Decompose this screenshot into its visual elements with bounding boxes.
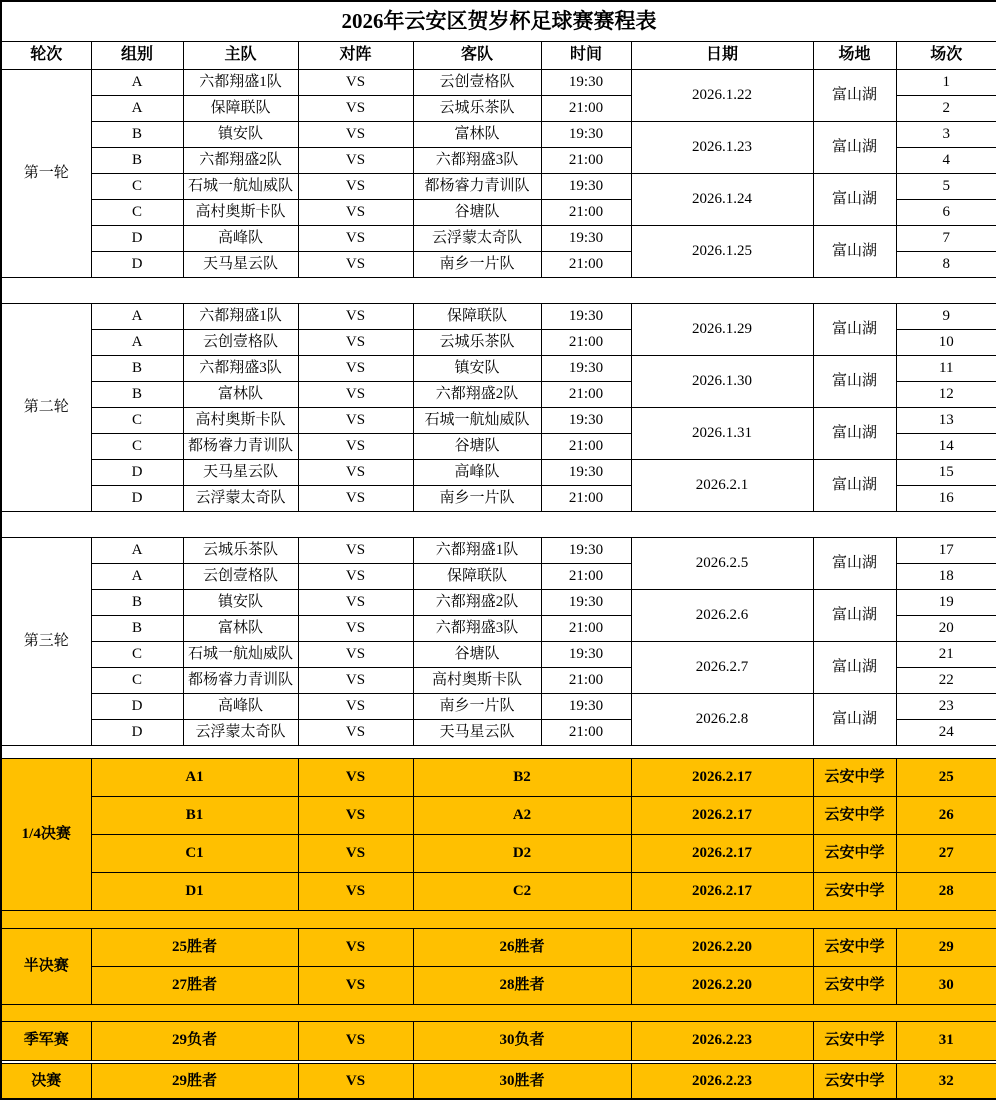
away-team-cell: 石城一航灿威队 (413, 407, 541, 433)
home-team-cell: 云浮蒙太奇队 (183, 485, 298, 511)
away-team-cell: 南乡一片队 (413, 251, 541, 277)
away-team-cell: 六都翔盛3队 (413, 147, 541, 173)
venue-cell: 富山湖 (813, 121, 896, 173)
match-no-cell: 8 (896, 251, 996, 277)
venue-cell: 富山湖 (813, 589, 896, 641)
vs-cell: VS (298, 1063, 413, 1099)
vs-cell: VS (298, 69, 413, 95)
col-header-time: 时间 (541, 41, 631, 69)
home-team-cell: 镇安队 (183, 121, 298, 147)
vs-cell: VS (298, 381, 413, 407)
vs-cell: VS (298, 433, 413, 459)
home-team-cell: C1 (91, 834, 298, 872)
venue-cell: 云安中学 (813, 758, 896, 796)
away-team-cell: 都杨睿力青训队 (413, 173, 541, 199)
away-team-cell: A2 (413, 796, 631, 834)
round-label: 第三轮 (1, 537, 91, 745)
away-team-cell: 天马星云队 (413, 719, 541, 745)
venue-cell: 富山湖 (813, 355, 896, 407)
date-cell: 2026.2.17 (631, 796, 813, 834)
match-no-cell: 25 (896, 758, 996, 796)
group-cell: D (91, 459, 183, 485)
vs-cell: VS (298, 966, 413, 1004)
time-cell: 21:00 (541, 329, 631, 355)
vs-cell: VS (298, 355, 413, 381)
section-spacer (1, 910, 996, 928)
date-cell: 2026.2.1 (631, 459, 813, 511)
venue-cell: 富山湖 (813, 459, 896, 511)
date-cell: 2026.2.8 (631, 693, 813, 745)
group-cell: C (91, 199, 183, 225)
away-team-cell: 六都翔盛2队 (413, 589, 541, 615)
match-no-cell: 27 (896, 834, 996, 872)
vs-cell: VS (298, 641, 413, 667)
venue-cell: 云安中学 (813, 796, 896, 834)
date-cell: 2026.1.25 (631, 225, 813, 277)
venue-cell: 云安中学 (813, 872, 896, 910)
away-team-cell: 28胜者 (413, 966, 631, 1004)
venue-cell: 富山湖 (813, 693, 896, 745)
match-no-cell: 18 (896, 563, 996, 589)
match-no-cell: 13 (896, 407, 996, 433)
away-team-cell: 南乡一片队 (413, 485, 541, 511)
match-no-cell: 14 (896, 433, 996, 459)
date-cell: 2026.1.29 (631, 303, 813, 355)
vs-cell: VS (298, 834, 413, 872)
group-cell: D (91, 251, 183, 277)
vs-cell: VS (298, 251, 413, 277)
home-team-cell: 都杨睿力青训队 (183, 433, 298, 459)
away-team-cell: 谷塘队 (413, 199, 541, 225)
date-cell: 2026.2.17 (631, 834, 813, 872)
date-cell: 2026.2.17 (631, 758, 813, 796)
time-cell: 19:30 (541, 173, 631, 199)
match-no-cell: 12 (896, 381, 996, 407)
match-no-cell: 16 (896, 485, 996, 511)
vs-cell: VS (298, 872, 413, 910)
vs-cell: VS (298, 95, 413, 121)
date-cell: 2026.1.23 (631, 121, 813, 173)
home-team-cell: 27胜者 (91, 966, 298, 1004)
match-no-cell: 3 (896, 121, 996, 147)
home-team-cell: A1 (91, 758, 298, 796)
date-cell: 2026.1.22 (631, 69, 813, 121)
away-team-cell: 云浮蒙太奇队 (413, 225, 541, 251)
away-team-cell: 30负者 (413, 1021, 631, 1060)
home-team-cell: 29胜者 (91, 1063, 298, 1099)
venue-cell: 云安中学 (813, 1063, 896, 1099)
group-cell: A (91, 69, 183, 95)
round-label: 决赛 (1, 1063, 91, 1099)
match-no-cell: 10 (896, 329, 996, 355)
away-team-cell: B2 (413, 758, 631, 796)
time-cell: 19:30 (541, 641, 631, 667)
round-label: 第一轮 (1, 69, 91, 277)
col-header-no: 场次 (896, 41, 996, 69)
group-cell: B (91, 121, 183, 147)
home-team-cell: 25胜者 (91, 928, 298, 966)
away-team-cell: 云城乐茶队 (413, 95, 541, 121)
away-team-cell: 保障联队 (413, 563, 541, 589)
vs-cell: VS (298, 537, 413, 563)
vs-cell: VS (298, 199, 413, 225)
group-cell: B (91, 355, 183, 381)
match-no-cell: 20 (896, 615, 996, 641)
away-team-cell: 富林队 (413, 121, 541, 147)
time-cell: 19:30 (541, 69, 631, 95)
vs-cell: VS (298, 225, 413, 251)
vs-cell: VS (298, 928, 413, 966)
time-cell: 19:30 (541, 589, 631, 615)
venue-cell: 富山湖 (813, 407, 896, 459)
match-no-cell: 23 (896, 693, 996, 719)
match-no-cell: 24 (896, 719, 996, 745)
away-team-cell: 高峰队 (413, 459, 541, 485)
group-cell: A (91, 95, 183, 121)
time-cell: 21:00 (541, 381, 631, 407)
match-no-cell: 5 (896, 173, 996, 199)
time-cell: 21:00 (541, 667, 631, 693)
match-no-cell: 19 (896, 589, 996, 615)
date-cell: 2026.2.20 (631, 928, 813, 966)
col-header-venue: 场地 (813, 41, 896, 69)
away-team-cell: 六都翔盛1队 (413, 537, 541, 563)
match-no-cell: 2 (896, 95, 996, 121)
time-cell: 21:00 (541, 433, 631, 459)
round-label: 1/4决赛 (1, 758, 91, 910)
away-team-cell: 高村奥斯卡队 (413, 667, 541, 693)
section-spacer (1, 1004, 996, 1021)
col-header-away: 客队 (413, 41, 541, 69)
time-cell: 21:00 (541, 95, 631, 121)
match-no-cell: 32 (896, 1063, 996, 1099)
col-header-group: 组别 (91, 41, 183, 69)
page-title: 2026年云安区贺岁杯足球赛赛程表 (1, 1, 996, 41)
group-cell: B (91, 615, 183, 641)
home-team-cell: 富林队 (183, 381, 298, 407)
section-gap (1, 277, 996, 303)
match-no-cell: 11 (896, 355, 996, 381)
time-cell: 21:00 (541, 251, 631, 277)
home-team-cell: 云城乐茶队 (183, 537, 298, 563)
group-cell: C (91, 433, 183, 459)
home-team-cell: 石城一航灿威队 (183, 641, 298, 667)
vs-cell: VS (298, 667, 413, 693)
vs-cell: VS (298, 693, 413, 719)
venue-cell: 富山湖 (813, 537, 896, 589)
away-team-cell: 六都翔盛2队 (413, 381, 541, 407)
venue-cell: 富山湖 (813, 225, 896, 277)
section-gap (1, 511, 996, 537)
venue-cell: 云安中学 (813, 966, 896, 1004)
date-cell: 2026.2.5 (631, 537, 813, 589)
date-cell: 2026.2.7 (631, 641, 813, 693)
time-cell: 19:30 (541, 693, 631, 719)
home-team-cell: 六都翔盛3队 (183, 355, 298, 381)
away-team-cell: 26胜者 (413, 928, 631, 966)
round-label: 第二轮 (1, 303, 91, 511)
away-team-cell: 镇安队 (413, 355, 541, 381)
time-cell: 21:00 (541, 485, 631, 511)
match-no-cell: 28 (896, 872, 996, 910)
home-team-cell: 云创壹格队 (183, 563, 298, 589)
vs-cell: VS (298, 303, 413, 329)
vs-cell: VS (298, 796, 413, 834)
home-team-cell: 都杨睿力青训队 (183, 667, 298, 693)
home-team-cell: 云浮蒙太奇队 (183, 719, 298, 745)
vs-cell: VS (298, 121, 413, 147)
vs-cell: VS (298, 615, 413, 641)
match-no-cell: 1 (896, 69, 996, 95)
away-team-cell: D2 (413, 834, 631, 872)
group-cell: D (91, 225, 183, 251)
match-no-cell: 26 (896, 796, 996, 834)
home-team-cell: 高峰队 (183, 225, 298, 251)
match-no-cell: 22 (896, 667, 996, 693)
vs-cell: VS (298, 719, 413, 745)
group-cell: B (91, 381, 183, 407)
vs-cell: VS (298, 563, 413, 589)
away-team-cell: 云城乐茶队 (413, 329, 541, 355)
away-team-cell: 南乡一片队 (413, 693, 541, 719)
time-cell: 21:00 (541, 719, 631, 745)
venue-cell: 富山湖 (813, 173, 896, 225)
group-cell: A (91, 303, 183, 329)
venue-cell: 云安中学 (813, 834, 896, 872)
group-cell: A (91, 329, 183, 355)
date-cell: 2026.2.23 (631, 1063, 813, 1099)
vs-cell: VS (298, 485, 413, 511)
match-no-cell: 6 (896, 199, 996, 225)
time-cell: 21:00 (541, 147, 631, 173)
home-team-cell: 高峰队 (183, 693, 298, 719)
away-team-cell: 云创壹格队 (413, 69, 541, 95)
vs-cell: VS (298, 459, 413, 485)
home-team-cell: D1 (91, 872, 298, 910)
home-team-cell: B1 (91, 796, 298, 834)
date-cell: 2026.2.17 (631, 872, 813, 910)
group-cell: D (91, 719, 183, 745)
round-label: 半决赛 (1, 928, 91, 1004)
vs-cell: VS (298, 173, 413, 199)
home-team-cell: 六都翔盛2队 (183, 147, 298, 173)
group-cell: C (91, 641, 183, 667)
time-cell: 19:30 (541, 303, 631, 329)
home-team-cell: 高村奥斯卡队 (183, 199, 298, 225)
date-cell: 2026.2.6 (631, 589, 813, 641)
away-team-cell: 谷塘队 (413, 433, 541, 459)
vs-cell: VS (298, 147, 413, 173)
match-no-cell: 9 (896, 303, 996, 329)
group-cell: B (91, 147, 183, 173)
time-cell: 19:30 (541, 355, 631, 381)
away-team-cell: 六都翔盛3队 (413, 615, 541, 641)
group-cell: D (91, 485, 183, 511)
home-team-cell: 富林队 (183, 615, 298, 641)
time-cell: 19:30 (541, 407, 631, 433)
match-no-cell: 31 (896, 1021, 996, 1060)
match-no-cell: 15 (896, 459, 996, 485)
time-cell: 19:30 (541, 225, 631, 251)
col-header-date: 日期 (631, 41, 813, 69)
home-team-cell: 保障联队 (183, 95, 298, 121)
section-gap (1, 745, 996, 758)
col-header-home: 主队 (183, 41, 298, 69)
away-team-cell: 保障联队 (413, 303, 541, 329)
date-cell: 2026.1.24 (631, 173, 813, 225)
time-cell: 19:30 (541, 121, 631, 147)
time-cell: 21:00 (541, 615, 631, 641)
vs-cell: VS (298, 1021, 413, 1060)
round-label: 季军赛 (1, 1021, 91, 1060)
time-cell: 19:30 (541, 537, 631, 563)
venue-cell: 富山湖 (813, 641, 896, 693)
venue-cell: 富山湖 (813, 69, 896, 121)
group-cell: C (91, 407, 183, 433)
group-cell: C (91, 173, 183, 199)
date-cell: 2026.2.20 (631, 966, 813, 1004)
home-team-cell: 天马星云队 (183, 251, 298, 277)
home-team-cell: 云创壹格队 (183, 329, 298, 355)
col-header-vs: 对阵 (298, 41, 413, 69)
home-team-cell: 六都翔盛1队 (183, 69, 298, 95)
col-header-round: 轮次 (1, 41, 91, 69)
date-cell: 2026.1.31 (631, 407, 813, 459)
group-cell: A (91, 537, 183, 563)
home-team-cell: 高村奥斯卡队 (183, 407, 298, 433)
date-cell: 2026.1.30 (631, 355, 813, 407)
group-cell: A (91, 563, 183, 589)
time-cell: 21:00 (541, 199, 631, 225)
match-no-cell: 7 (896, 225, 996, 251)
venue-cell: 富山湖 (813, 303, 896, 355)
vs-cell: VS (298, 758, 413, 796)
vs-cell: VS (298, 407, 413, 433)
match-no-cell: 4 (896, 147, 996, 173)
time-cell: 19:30 (541, 459, 631, 485)
home-team-cell: 六都翔盛1队 (183, 303, 298, 329)
match-no-cell: 29 (896, 928, 996, 966)
home-team-cell: 29负者 (91, 1021, 298, 1060)
venue-cell: 云安中学 (813, 1021, 896, 1060)
vs-cell: VS (298, 589, 413, 615)
group-cell: D (91, 693, 183, 719)
away-team-cell: C2 (413, 872, 631, 910)
match-no-cell: 30 (896, 966, 996, 1004)
match-no-cell: 21 (896, 641, 996, 667)
match-no-cell: 17 (896, 537, 996, 563)
home-team-cell: 天马星云队 (183, 459, 298, 485)
group-cell: C (91, 667, 183, 693)
venue-cell: 云安中学 (813, 928, 896, 966)
vs-cell: VS (298, 329, 413, 355)
time-cell: 21:00 (541, 563, 631, 589)
home-team-cell: 镇安队 (183, 589, 298, 615)
away-team-cell: 谷塘队 (413, 641, 541, 667)
away-team-cell: 30胜者 (413, 1063, 631, 1099)
home-team-cell: 石城一航灿威队 (183, 173, 298, 199)
date-cell: 2026.2.23 (631, 1021, 813, 1060)
group-cell: B (91, 589, 183, 615)
